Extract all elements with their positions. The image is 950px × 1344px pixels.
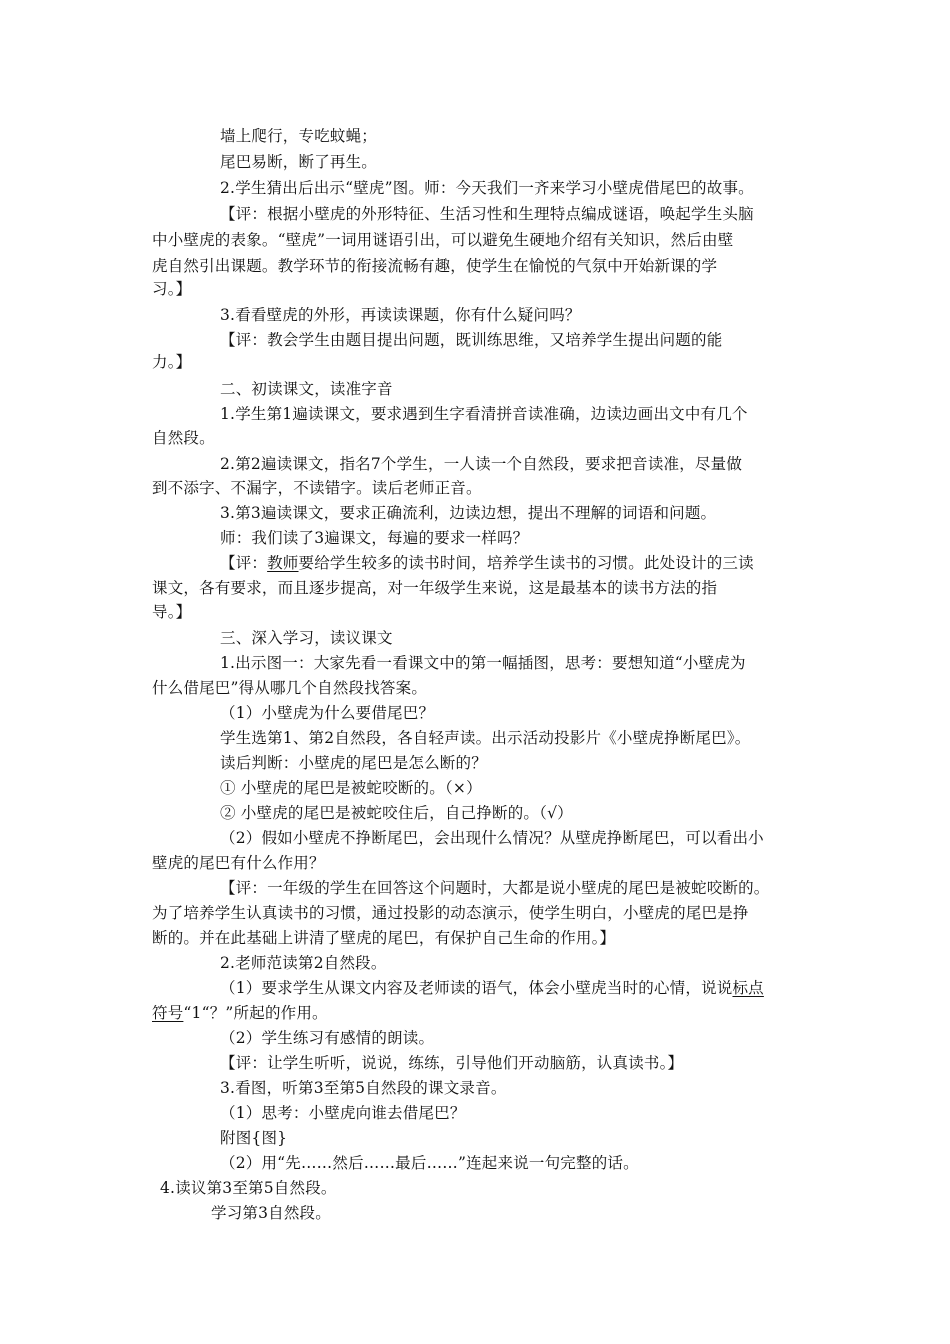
text-line: 导。】 bbox=[152, 603, 192, 621]
text-line: 2.老师范读第2自然段。 bbox=[220, 954, 387, 972]
text-line: 壁虎的尾巴有什么作用？ bbox=[152, 854, 325, 872]
text-line: 中小壁虎的表象。“壁虎”一词用谜语引出，可以避免生硬地介绍有关知识，然后由壁 bbox=[152, 231, 734, 249]
text-line: 断的。并在此基础上讲清了壁虎的尾巴，有保护自己生命的作用。】 bbox=[152, 929, 616, 947]
text-line: 【评：教会学生由题目提出问题，既训练思维，又培养学生提出问题的能 bbox=[220, 331, 723, 349]
text-line: 墙上爬行，专吃蚊蝇； bbox=[220, 127, 378, 145]
text-line: 到不添字、不漏字，不读错字。读后老师正音。 bbox=[152, 479, 482, 497]
text-line: （1）思考：小壁虎向谁去借尾巴？ bbox=[220, 1104, 466, 1122]
comment-text: 要给学生较多的读书时间，培养学生读书的习惯。此处设计的三读 bbox=[298, 554, 754, 572]
text-line: ① 小壁虎的尾巴是被蛇咬断的。（×） bbox=[220, 779, 482, 797]
text-line: 学习第3自然段。 bbox=[211, 1204, 331, 1222]
instruction-text: “1“？”所起的作用。 bbox=[183, 1004, 328, 1022]
text-line: 尾巴易断，断了再生。 bbox=[220, 153, 378, 171]
text-line: 2.第2遍读课文，指名7个学生，一人读一个自然段，要求把音读准，尽量做 bbox=[220, 455, 743, 473]
figure-placeholder: 附图{图} bbox=[220, 1129, 288, 1147]
section-heading: 三、深入学习，读议课文 bbox=[220, 629, 393, 647]
text-line: 学生选第1、第2自然段，各自轻声读。出示活动投影片《小壁虎挣断尾巴》。 bbox=[220, 729, 751, 747]
text-line: 习。】 bbox=[152, 280, 192, 298]
text-line: 2.学生猜出后出示“壁虎”图。师：今天我们一齐来学习小壁虎借尾巴的故事。 bbox=[220, 179, 754, 197]
text-line: （2）用“先……然后……最后……”连起来说一句完整的话。 bbox=[220, 1154, 639, 1172]
punctuation-link-cont[interactable]: 符号 bbox=[152, 1004, 184, 1022]
comment-prefix: 【评： bbox=[220, 554, 268, 572]
text-line: 4.读议第3至第5自然段。 bbox=[160, 1179, 337, 1197]
text-line: 什么借尾巴”得从哪几个自然段找答案。 bbox=[152, 679, 428, 697]
text-line: 为了培养学生认真读书的习惯，通过投影的动态演示，使学生明白，小壁虎的尾巴是挣 bbox=[152, 904, 749, 922]
text-line: 3.看看壁虎的外形，再读读课题，你有什么疑问吗？ bbox=[220, 306, 581, 324]
text-line: （2）假如小壁虎不挣断尾巴，会出现什么情况？从壁虎挣断尾巴，可以看出小 bbox=[220, 829, 764, 847]
text-line: 1.学生第1遍读课文，要求遇到生字看清拼音读准确，边读边画出文中有几个 bbox=[220, 405, 748, 423]
text-line: 课文，各有要求，而且逐步提高，对一年级学生来说，这是最基本的读书方法的指 bbox=[152, 579, 718, 597]
text-line: ② 小壁虎的尾巴是被蛇咬住后，自己挣断的。（√） bbox=[220, 804, 573, 822]
text-line: 自然段。 bbox=[152, 429, 215, 447]
teacher-link[interactable]: 教师 bbox=[267, 554, 299, 572]
text-line: 【评：一年级的学生在回答这个问题时，大都是说小壁虎的尾巴是被蛇咬断的。 bbox=[220, 879, 770, 897]
text-line: 读后判断：小壁虎的尾巴是怎么断的？ bbox=[220, 754, 487, 772]
text-line bbox=[220, 553, 754, 573]
text-line: 虎自然引出课题。教学环节的衔接流畅有趣，使学生在愉悦的气氛中开始新课的学 bbox=[152, 257, 718, 275]
text-line: 3.看图，听第3至第5自然段的课文录音。 bbox=[220, 1079, 507, 1097]
instruction-text: （1）要求学生从课文内容及老师读的语气，体会小壁虎当时的心情，说说 bbox=[220, 979, 733, 997]
text-line: 师：我们读了3遍课文，每遍的要求一样吗？ bbox=[220, 529, 529, 547]
text-line: （1）小壁虎为什么要借尾巴？ bbox=[220, 704, 435, 722]
text-line: 【评：让学生听听，说说，练练，引导他们开动脑筋，认真读书。】 bbox=[220, 1054, 684, 1072]
text-line: 【评：根据小壁虎的外形特征、生活习性和生理特点编成谜语，唤起学生头脑 bbox=[220, 205, 754, 223]
text-line: 1.出示图一：大家先看一看课文中的第一幅插图，思考：要想知道“小壁虎为 bbox=[220, 654, 746, 672]
text-line bbox=[152, 1003, 328, 1023]
text-line: 3.第3遍读课文，要求正确流利，边读边想，提出不理解的词语和问题。 bbox=[220, 504, 717, 522]
text-line: （2）学生练习有感情的朗读。 bbox=[220, 1029, 435, 1047]
text-line: 力。】 bbox=[152, 353, 192, 371]
text-line bbox=[220, 978, 764, 998]
punctuation-link[interactable]: 标点 bbox=[732, 979, 764, 997]
section-heading: 二、初读课文，读准字音 bbox=[220, 380, 393, 398]
